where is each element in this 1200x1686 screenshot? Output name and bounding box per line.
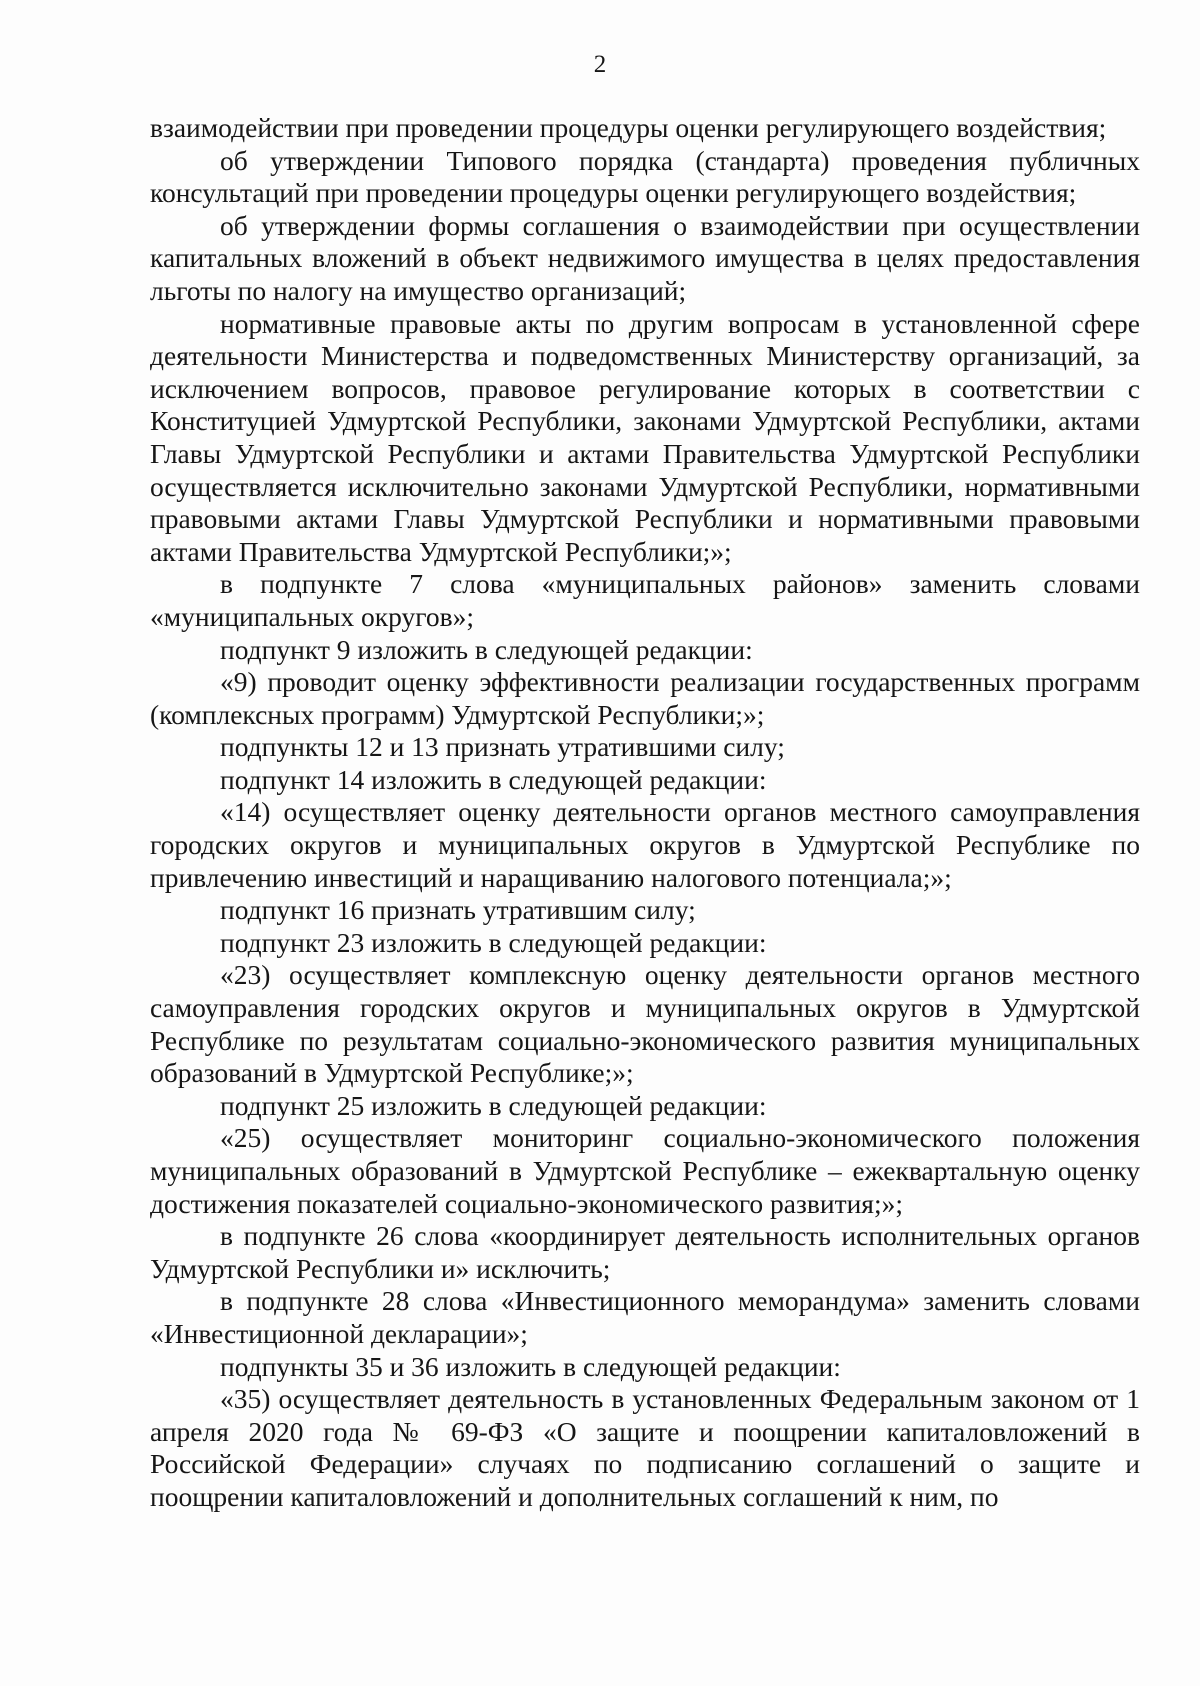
paragraph: «25) осуществляет мониторинг социально-экономического положения муниципальных образований в Удмуртской Республике – ежеквартальную оценку достижения показателей социально-экономического развития;»; xyxy=(150,1122,1140,1219)
paragraph: «9) проводит оценку эффективности реализации государственных программ (комплексных программ) Удмуртской Республики;»; xyxy=(150,666,1140,730)
paragraph: взаимодействии при проведении процедуры оценки регулирующего воздействия; xyxy=(150,112,1107,143)
paragraph: подпункт 16 признать утратившим силу; xyxy=(220,894,696,926)
paragraph: в подпункте 7 слова «муниципальных районов» заменить словами «муниципальных округов»; xyxy=(150,568,1140,632)
paragraph: подпункты 12 и 13 признать утратившими силу; xyxy=(220,731,785,763)
paragraph: об утверждении Типового порядка (стандарта) проведения публичных консультаций при проведении процедуры оценки регулирующего воздействия; xyxy=(150,144,1140,209)
paragraph: подпункт 14 изложить в следующей редакции: xyxy=(220,763,767,795)
paragraph: подпункт 9 изложить в следующей редакции: xyxy=(220,633,753,665)
page-number: 2 xyxy=(593,51,607,78)
paragraph: подпункт 23 изложить в следующей редакции: xyxy=(220,926,767,958)
paragraph: об утверждении формы соглашения о взаимодействии при осуществлении капитальных вложений в объект недвижимого имущества в целях предоставления льготы по налогу на имущество организаций; xyxy=(150,209,1140,306)
paragraph: подпункты 35 и 36 изложить в следующей редакции: xyxy=(220,1350,841,1382)
paragraph: «14) осуществляет оценку деятельности органов местного самоуправления городских округов и муниципальных округов в Удмуртской Республике по привлечению инвестиций и наращиванию налогового потенциала;»; xyxy=(150,796,1140,893)
paragraph: в подпункте 26 слова «координирует деятельность исполнительных органов Удмуртской Республики и» исключить; xyxy=(150,1220,1140,1284)
document-body xyxy=(150,112,1140,1514)
paragraph: нормативные правовые акты по другим вопросам в установленной сфере деятельности Министерства и подведомственных Министерству организаций, за исключением вопросов, правовое регулирование которых в соответствии с Конституцией Удмуртской Республики, законами Удмуртской Республики, актами Главы Удмуртской Республики и актами Правительства Удмуртской Республики осуществляется исключительно законами Удмуртской Республики, нормативными правовыми актами Главы Удмуртской Республики и нормативными правовыми актами Правительства Удмуртской Республики;»; xyxy=(150,307,1140,567)
paragraph: «23) осуществляет комплексную оценку деятельности органов местного самоуправления городских округов и муниципальных округов в Удмуртской Республике по результатам социально-экономического развития муниципальных образований в Удмуртской Республике;»; xyxy=(150,959,1140,1089)
paragraph: в подпункте 28 слова «Инвестиционного меморандума» заменить словами «Инвестиционной декларации»; xyxy=(150,1285,1140,1349)
paragraph: «35) осуществляет деятельность в установленных Федеральным законом от 1 апреля 2020 года № 69-ФЗ «О защите и поощрении капиталовложений в Российской Федерации» случаях по подписанию соглашений о защите и поощрении капиталовложений и дополнительных соглашений к ним, по xyxy=(150,1383,1140,1512)
paragraph: подпункт 25 изложить в следующей редакции: xyxy=(220,1089,767,1121)
